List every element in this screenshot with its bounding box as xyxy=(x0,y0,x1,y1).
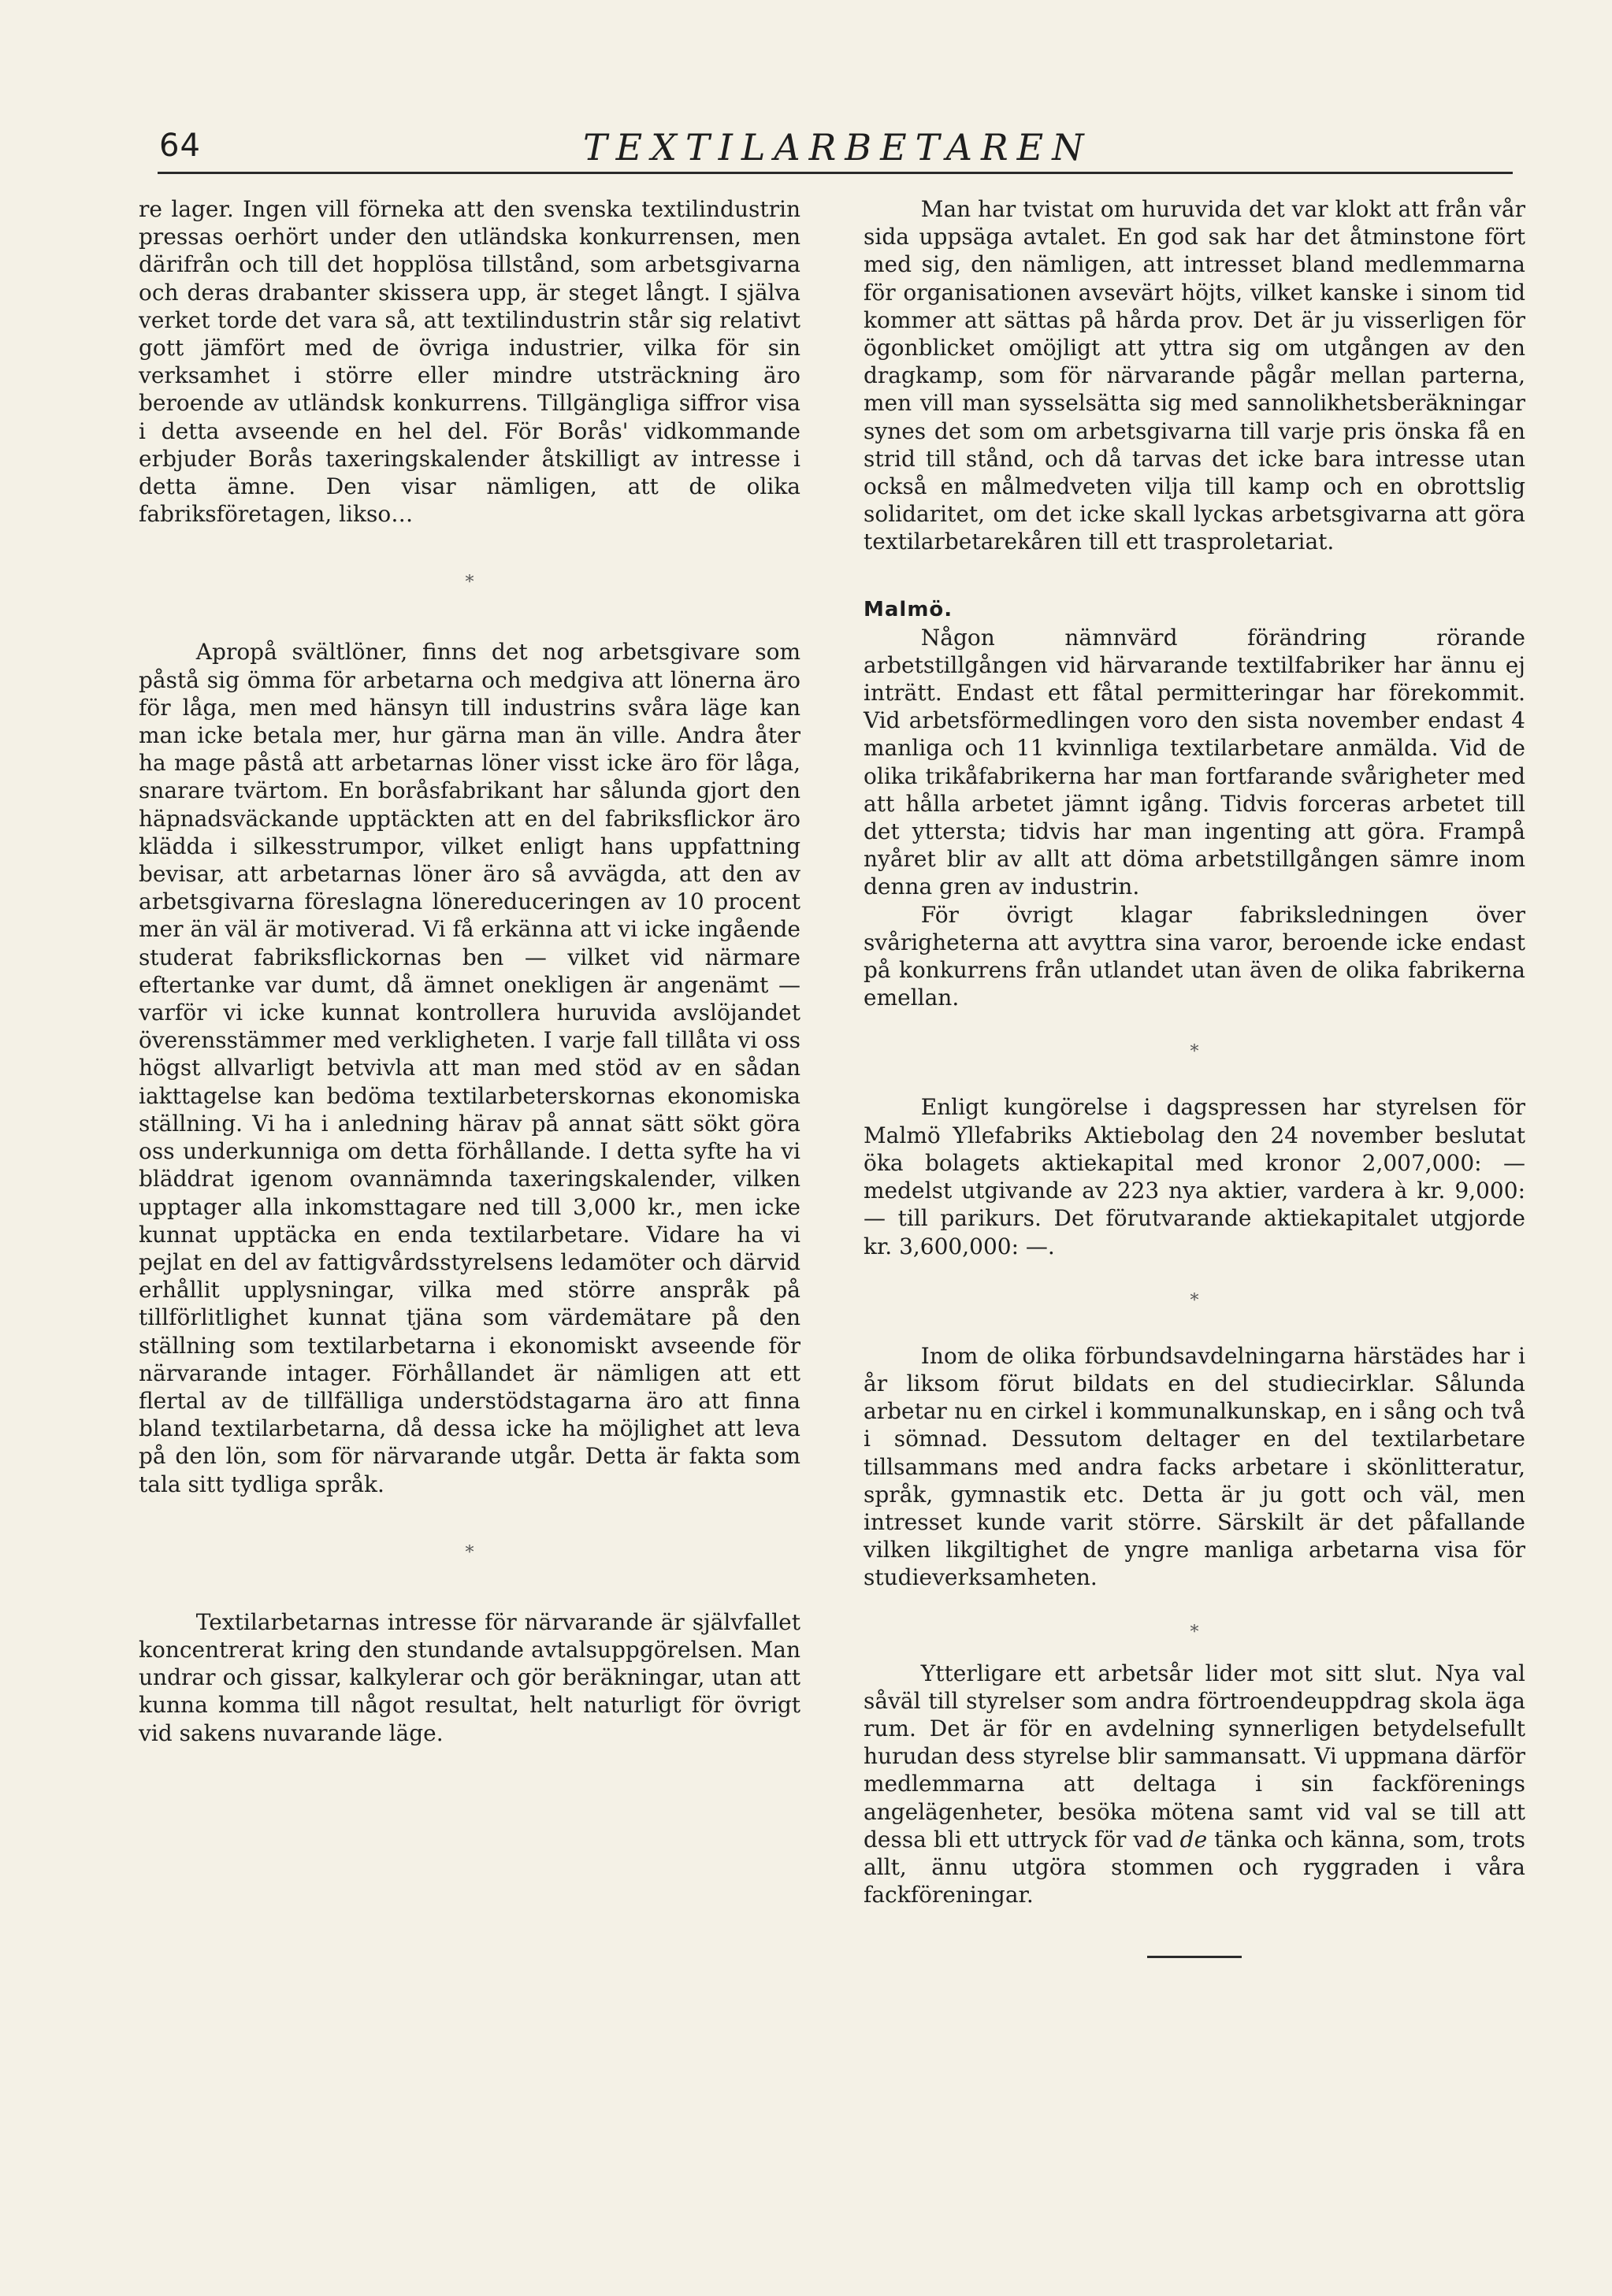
right-paragraph-6 xyxy=(864,1660,1525,1909)
right-paragraph-6-part-b: tänka och känna, som, trots allt, ännu utgöra stommen och ryggraden i våra fackföreningar. xyxy=(864,1826,1526,1908)
end-rule xyxy=(1147,1956,1242,1958)
section-separator: * xyxy=(465,573,474,593)
left-column xyxy=(139,195,800,1747)
right-column xyxy=(864,195,1525,1958)
section-separator: * xyxy=(465,1542,474,1563)
right-paragraph-3: För övrigt klagar fabriksledningen över svårigheterna att avyttra sina varor, beroende icke endast på konkurrens från utlandet utan även de olika fabrikerna emellan. xyxy=(864,901,1525,1011)
right-paragraph-6-part-a: Ytterligare ett arbetsår lider mot sitt slut. Nya val såväl till styrelser som andra förtroendeuppdrag skola äga rum. Det är för en avdelning synnerligen betydelsefullt hurudan dess styrelse blir sammansatt. Vi uppmana därför medlemmarna att deltaga i sin fackförenings angelägenheter, besöka mötena samt vid val se till att dessa bli ett uttryck för vad xyxy=(864,1660,1525,1853)
left-paragraph-2: Apropå svältlöner, finns det nog arbetsgivare som påstå sig ömma för arbetarna och medgiva att lönerna äro för låga, men med hänsyn till industrins svåra läge kan man icke betala mer, hur gärna man än ville. Andra åter ha mage påstå att arbetarnas löner visst icke äro för låga, snarare tvärtom. En boråsfabrikant har sålunda gjort den häpnadsväckande upptäckten att en del fabriksflickor äro klädda i silkesstrumpor, vilket enligt hans uppfattning bevisar, att arbetarnas löner äro så avvägda, att den av arbetsgivarna föreslagna lönereduceringen av 10 procent mer än väl är motiverad. Vi få erkänna att vi icke ingående studerat fabriksflickornas ben — vilket vid närmare eftertanke var dumt, då ämnet onekligen är angenämt — varför vi icke kunnat kontrollera huruvida avslöjandet överensstämmer med verkligheten. I varje fall tillåta vi oss högst allvarligt betvivla att man med stöd av en sådan iakttagelse kan bedöma textilarbeterskornas ekonomiska ställning. Vi ha i anledning härav på annat sätt sökt göra oss underkunniga om detta förhållande. I detta syfte ha vi bläddrat igenom ovannämnda taxeringskalender, vilken upptager alla inkomsttagare ned till 3,000 kr., men icke kunnat upptäcka en enda textilarbetare. Vidare ha vi pejlat en del av fattigvårdsstyrelsens ledamöter och därvid erhållit upplysningar, vilka med större anspråk på tillförlitlighet kunnat tjäna som värdemätare på den ställning som textilarbetarna i ekonomiskt avseende för närvarande intager. Förhållandet är nämligen att ett flertal av de tillfälliga understödstagarna äro att finna bland textilarbetarna, då dessa icke ha möjlighet att leva på den lön, som för närvarande utgår. Detta är fakta som tala sitt tydliga språk. xyxy=(139,639,800,1497)
left-paragraph-3: Textilarbetarnas intresse för närvarande är självfallet koncentrerat kring den stundande avtalsuppgörelsen. Man undrar och gissar, kalkylerar och gör beräkningar, utan att kunna komma till något resultat, helt naturligt för övrigt vid sakens nuvarande läge. xyxy=(139,1608,800,1746)
left-paragraph-1: re lager. Ingen vill förneka att den svenska textilindustrin pressas oerhört under den utländska konkurrensen, men därifrån och till det hopplösa tillstånd, som arbetsgivarna och deras drabanter skissera upp, är steget långt. I själva verket torde det vara så, att textilindustrin står sig relativt gott jämfört med de övriga industrier, vilka för sin verksamhet i större eller mindre utsträckning äro beroende av utländsk konkurrens. Tillgängliga siffror visa i detta avseende en hel del. För Borås' vidkommande erbjuder Borås taxeringskalender åtskilligt av intresse i detta ämne. Den visar nämligen, att de olika fabriksföretagen, likso… xyxy=(139,196,800,528)
page-header xyxy=(158,124,1513,181)
right-paragraph-2: Någon nämnvärd förändring rörande arbetstillgången vid härvarande textilfabriker har ännu ej inträtt. Endast ett fåtal permitteringar har förekommit. Vid arbetsförmedlingen voro den sista november endast 4 manliga och 11 kvinnliga textilarbetare anmälda. Vid de olika trikåfabrikerna har man fortfarande svårigheter med att hålla arbetet jämnt igång. Tidvis forceras arbetet till det yttersta; tidvis har man ingenting att göra. Frampå nyåret blir av allt att döma arbetstillgången sämre inom denna gren av industrin. xyxy=(864,624,1525,900)
header-rule xyxy=(158,172,1513,174)
running-title: TEXTILARBETAREN xyxy=(583,126,1093,169)
right-paragraph-1: Man har tvistat om huruvida det var klokt att från vår sida uppsäga avtalet. En god sak har det åtminstone fört med sig, den nämligen, att intresset bland medlemmarna för organisationen avsevärt höjts, vilket kanske i sinom tid kommer att sättas på hårda prov. Det är ju visserligen för ögonblicket omöjligt att yttra sig om utgången av den dragkamp, som för närvarande pågår mellan parterna, men vill man sysselsätta sig med sannolikhetsberäkningar synes det som om arbetsgivarna till varje pris önska få en strid till stånd, och då tarvas det icke bara intresse utan också en målmedveten vilja till kamp och en obrottslig solidaritet, om det icke skall lyckas arbetsgivarna att göra textilarbetarekåren till ett trasproletariat. xyxy=(864,196,1525,555)
right-paragraph-4: Enligt kungörelse i dagspressen har styrelsen för Malmö Yllefabriks Aktiebolag den 24 november beslutat öka bolagets aktiekapital med kronor 2,007,000: — medelst utgivande av 223 nya aktier, vardera à kr. 9,000: — till parikurs. Det förutvarande aktiekapitalet utgjorde kr. 3,600,000: —. xyxy=(864,1094,1525,1259)
page-number: 64 xyxy=(159,128,201,164)
section-separator: * xyxy=(1190,1622,1199,1642)
section-separator: * xyxy=(1190,1290,1199,1311)
right-paragraph-6-emphasis: de xyxy=(1179,1826,1208,1853)
section-heading-malmo: Malmö. xyxy=(864,597,953,621)
section-separator: * xyxy=(1190,1042,1199,1063)
right-paragraph-5: Inom de olika förbundsavdelningarna härstädes har i år liksom förut bildats en del studiecirklar. Sålunda arbetar nu en cirkel i kommunalkunskap, en i sång och två i sömnad. Dessutom deltager en del textilarbetare tillsammans med andra facks arbetare i skönlitteratur, språk, gymnastik etc. Detta är ju gott och väl, men intresset kunde varit större. Särskilt är det påfallande vilken likgiltighet de yngre manliga arbetarna visa för studieverksamheten. xyxy=(864,1342,1525,1591)
